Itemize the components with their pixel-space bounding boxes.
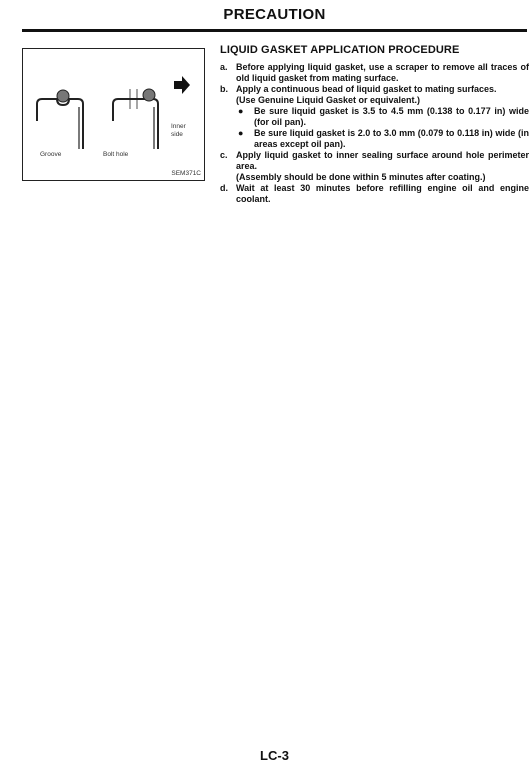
figure-code: SEM371C [171,170,201,177]
bullet-item [236,106,529,128]
bolt-hole-flange-outline [113,99,158,149]
procedure-steps [220,62,529,205]
bolt-hole-label: Bolt hole [103,151,129,158]
step-letter: a. [220,62,228,72]
step-letter: c. [220,150,228,160]
step-a [220,62,529,84]
gasket-figure [22,48,205,181]
page-number: LC-3 [260,748,289,763]
header-rule [22,29,527,32]
bullet-dot-icon: ● [238,128,244,138]
page-header-title: PRECAUTION [223,6,326,23]
step-b [220,84,529,150]
step-letter: b. [220,84,228,94]
step-letter: d. [220,183,228,193]
section-title: LIQUID GASKET APPLICATION PROCEDURE [220,44,460,56]
bullet-text: Be sure liquid gasket is 3.5 to 4.5 mm (0.138 to 0.177 in) wide (for oil pan). [254,106,529,127]
inner-side-arrow-icon [174,76,190,94]
step-d [220,183,529,205]
bullet-text: Be sure liquid gasket is 2.0 to 3.0 mm (0.079 to 0.118 in) wide (in areas except oil pan). [254,128,529,149]
bullet-item [236,128,529,150]
step-c [220,150,529,183]
step-note: (Use Genuine Liquid Gasket or equivalent.) [236,95,421,105]
bullet-dot-icon: ● [238,106,244,116]
step-b-bullets [236,106,529,150]
step-text: Before applying liquid gasket, use a scraper to remove all traces of old liquid gasket from mating surface. [236,62,529,83]
groove-flange-outline [37,99,83,149]
groove-label: Groove [40,151,62,158]
step-note: (Assembly should be done within 5 minutes after coating.) [236,172,486,182]
step-text: Wait at least 30 minutes before refilling engine oil and engine coolant. [236,183,529,204]
gasket-diagram [23,49,206,182]
groove-gasket-bead [57,90,69,102]
procedure-section [220,44,529,205]
step-text: Apply a continuous bead of liquid gasket to mating surfaces. [236,84,497,94]
inner-side-label: Inner side [171,123,186,138]
bolt-hole-gasket-bead [143,89,155,101]
step-text: Apply liquid gasket to inner sealing surface around hole perimeter area. [236,150,529,171]
